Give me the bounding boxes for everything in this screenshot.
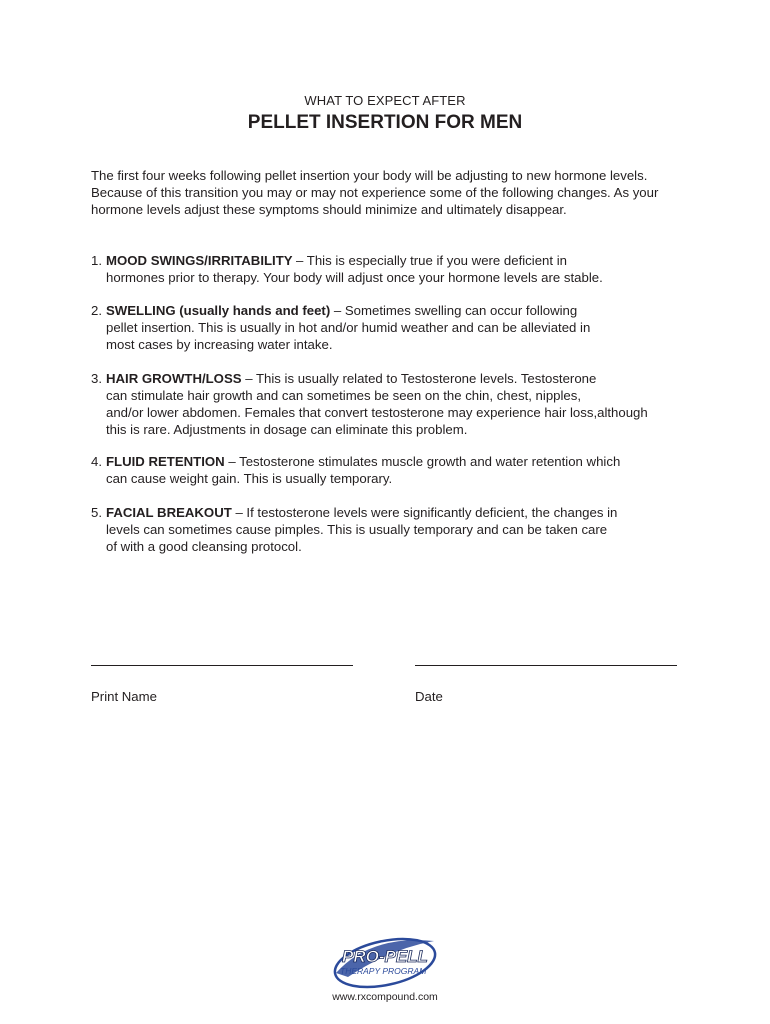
item-text-line: and/or lower abdomen. Females that convert testosterone may experience hair loss,although: [106, 405, 648, 420]
item-number: 4.: [91, 454, 102, 469]
list-item-hair-growth: [91, 370, 691, 438]
list-item-facial-breakout: [91, 504, 691, 555]
item-body: [106, 252, 691, 286]
print-name-label: Print Name: [91, 689, 157, 704]
footer-website: www.rxcompound.com: [332, 991, 438, 1003]
item-heading: FACIAL BREAKOUT: [106, 505, 236, 520]
item-body: [106, 370, 691, 438]
item-number: 1.: [91, 253, 102, 268]
item-heading: FLUID RETENTION: [106, 454, 229, 469]
list-item-fluid-retention: [91, 453, 691, 487]
item-number: 5.: [91, 505, 102, 520]
item-heading: MOOD SWINGS/IRRITABILITY: [106, 253, 296, 268]
document-title: PELLET INSERTION FOR MEN: [247, 112, 523, 133]
item-text-line: pellet insertion. This is usually in hot and/or humid weather and can be alleviated in: [106, 320, 591, 335]
item-text-line: – If testosterone levels were significantly deficient, the changes in: [235, 505, 618, 520]
logo-sub-text: THERAPY PROGRAM: [340, 966, 427, 976]
item-body: [106, 453, 691, 487]
item-text-line: can cause weight gain. This is usually temporary.: [106, 471, 393, 486]
item-heading: SWELLING (usually hands and feet): [106, 303, 334, 318]
item-text-line: of with a good cleansing protocol.: [106, 539, 302, 554]
pro-pell-logo: [330, 929, 440, 991]
date-label: Date: [415, 689, 443, 704]
item-text-line: – This is especially true if you were deficient in: [296, 253, 567, 268]
item-heading: HAIR GROWTH/LOSS: [106, 371, 246, 386]
item-text-line: most cases by increasing water intake.: [106, 337, 333, 352]
date-line[interactable]: [415, 657, 677, 666]
item-text-line: hormones prior to therapy. Your body will adjust once your hormone levels are stable.: [106, 270, 603, 285]
item-text-line: levels can sometimes cause pimples. This is usually temporary and can be taken care: [106, 522, 608, 537]
intro-paragraph: The first four weeks following pellet insertion your body will be adjusting to new hormone levels. Because of this transition you may or may not experience some of the following changes. As your hormone levels adjust these symptoms should minimize and ultimately disappear.: [91, 168, 659, 217]
item-number: 3.: [91, 371, 102, 386]
item-text-line: can stimulate hair growth and can sometimes be seen on the chin, chest, nipples,: [106, 388, 582, 403]
document-subtitle: WHAT TO EXPECT AFTER: [304, 93, 466, 108]
item-body: [106, 302, 691, 353]
logo-graphic: [330, 929, 440, 991]
item-text-line: this is rare. Adjustments in dosage can eliminate this problem.: [106, 422, 468, 437]
item-text-line: – This is usually related to Testosterone levels. Testosterone: [245, 371, 597, 386]
logo-main-text: PRO-PELL: [342, 947, 428, 966]
item-number: 2.: [91, 303, 102, 318]
print-name-line[interactable]: [91, 657, 353, 666]
item-body: [106, 504, 691, 555]
item-text-line: – Testosterone stimulates muscle growth and water retention which: [228, 454, 621, 469]
item-text-line: – Sometimes swelling can occur following: [333, 303, 578, 318]
list-item-mood-swings: [91, 252, 691, 286]
list-item-swelling: [91, 302, 691, 353]
